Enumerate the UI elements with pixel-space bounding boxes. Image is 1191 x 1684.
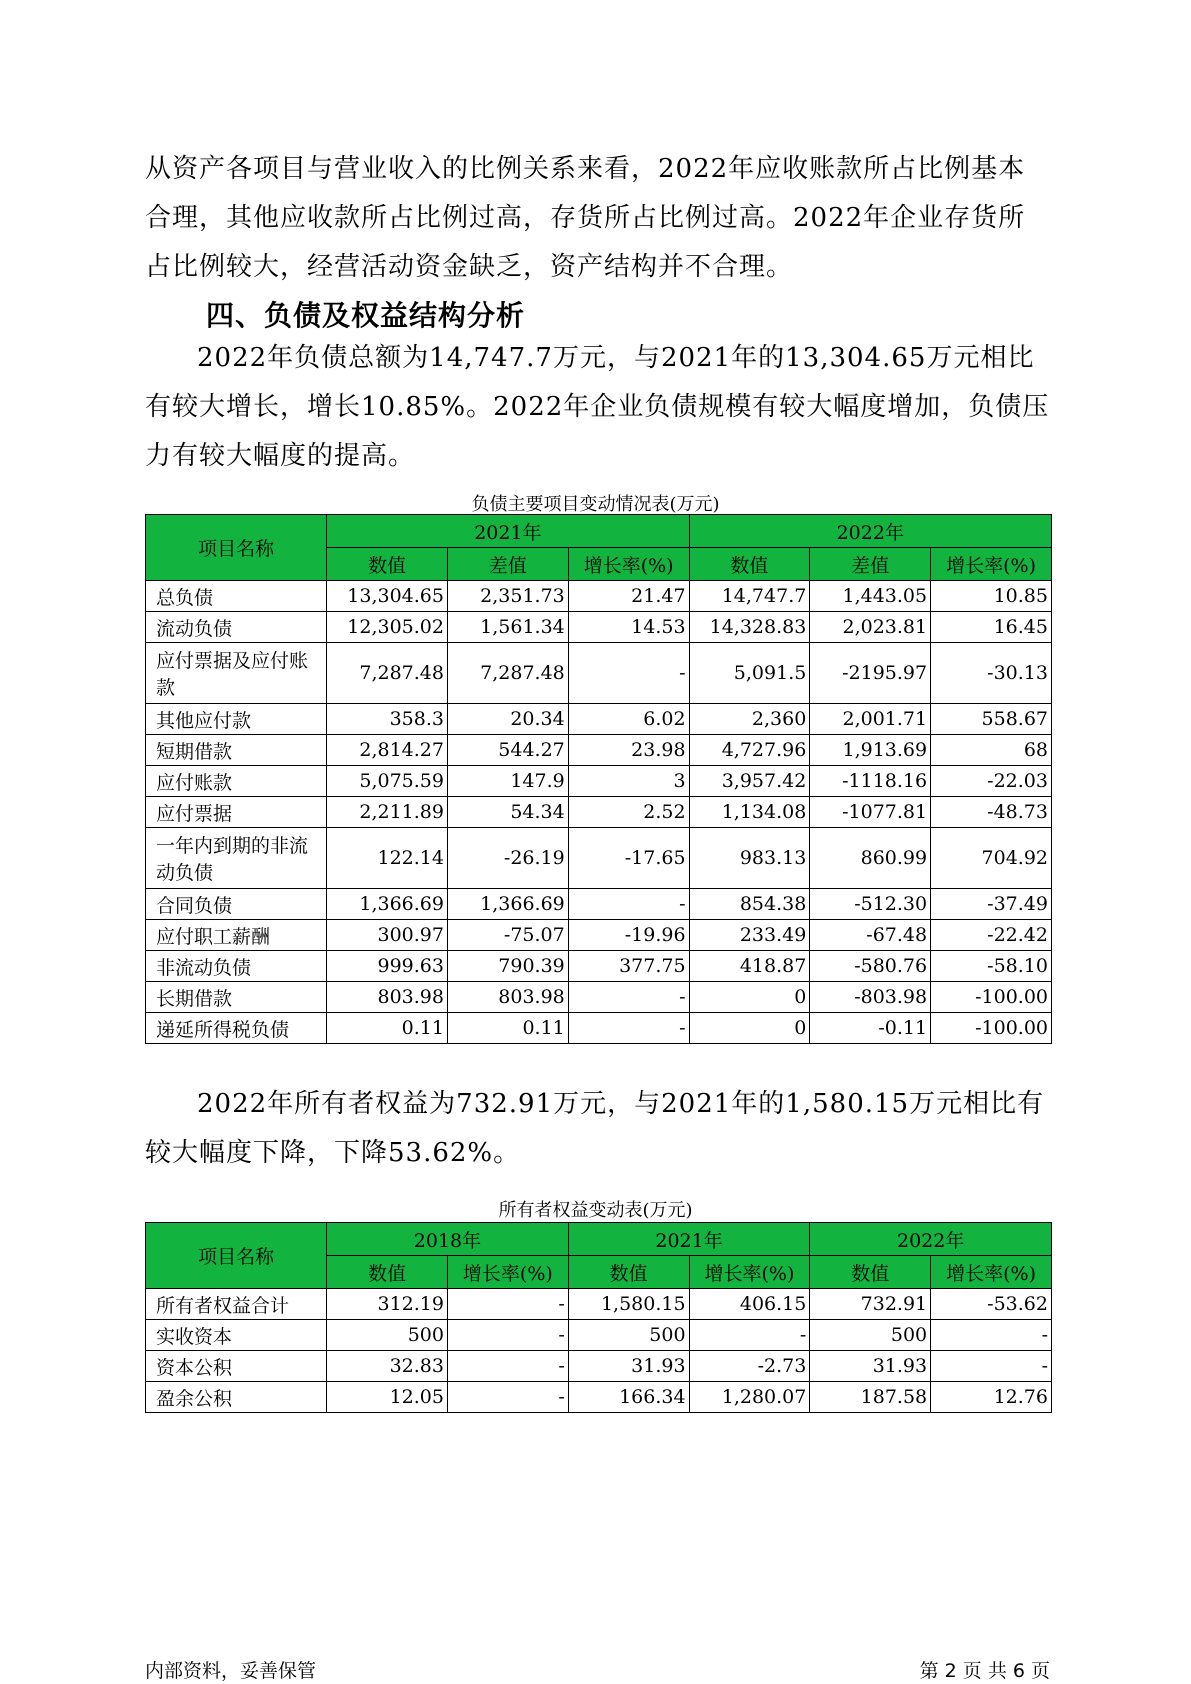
table-row	[146, 920, 1052, 951]
table-cell: 1,580.15	[568, 1289, 689, 1320]
table-row	[146, 889, 1052, 920]
table2-name-header: 项目名称	[146, 1223, 327, 1289]
table-cell: -	[568, 643, 689, 704]
table-cell: 0.11	[327, 1013, 448, 1044]
table1-subheader: 增长率(%)	[931, 548, 1052, 581]
table-row	[146, 828, 1052, 889]
liabilities-table	[145, 514, 1052, 1044]
table-cell: -22.42	[931, 920, 1052, 951]
table1-caption: 负债主要项目变动情况表(万元)	[471, 494, 720, 515]
table-cell: 5,091.5	[689, 643, 810, 704]
table2-caption: 所有者权益变动表(万元)	[498, 1200, 693, 1221]
table2-subheader: 数值	[327, 1256, 448, 1289]
table-cell: -17.65	[568, 828, 689, 889]
table-cell: 10.85	[931, 581, 1052, 612]
table-cell: 12.76	[931, 1382, 1052, 1413]
table1-year-2021-header: 2021年	[327, 515, 689, 548]
table-cell: -48.73	[931, 797, 1052, 828]
table-row	[146, 1013, 1052, 1044]
table-row	[146, 1382, 1052, 1413]
table1-subheader: 差值	[810, 548, 931, 581]
table-cell: -75.07	[447, 920, 568, 951]
table-cell: 14,328.83	[689, 612, 810, 643]
table-cell: 2,814.27	[327, 735, 448, 766]
table-cell: 1,366.69	[327, 889, 448, 920]
table-cell: 1,280.07	[689, 1382, 810, 1413]
row-label: 其他应付款	[146, 704, 327, 735]
table-cell: 500	[568, 1320, 689, 1351]
table-cell: 2,360	[689, 704, 810, 735]
table-cell: 4,727.96	[689, 735, 810, 766]
table-cell: 3	[568, 766, 689, 797]
table-row	[146, 643, 1052, 704]
row-label: 所有者权益合计	[146, 1289, 327, 1320]
table-cell: 12.05	[327, 1382, 448, 1413]
table-cell: 0.11	[447, 1013, 568, 1044]
table-cell: 7,287.48	[447, 643, 568, 704]
table-cell: 406.15	[689, 1289, 810, 1320]
table-cell: -	[447, 1382, 568, 1413]
table2-subheader: 增长率(%)	[689, 1256, 810, 1289]
table-cell: 418.87	[689, 951, 810, 982]
table1-subheader: 增长率(%)	[568, 548, 689, 581]
table1-subheader: 数值	[689, 548, 810, 581]
table-row	[146, 735, 1052, 766]
table-cell: 312.19	[327, 1289, 448, 1320]
table-cell: -	[931, 1320, 1052, 1351]
table-cell: 7,287.48	[327, 643, 448, 704]
table-cell: 790.39	[447, 951, 568, 982]
table-cell: -100.00	[931, 982, 1052, 1013]
table-cell: 2,023.81	[810, 612, 931, 643]
table-cell: 803.98	[447, 982, 568, 1013]
table-cell: -	[689, 1320, 810, 1351]
table-cell: -	[447, 1351, 568, 1382]
table-cell: -580.76	[810, 951, 931, 982]
table-row	[146, 951, 1052, 982]
table-row	[146, 1320, 1052, 1351]
table-cell: -1077.81	[810, 797, 931, 828]
table-cell: 732.91	[810, 1289, 931, 1320]
table-cell: 20.34	[447, 704, 568, 735]
table-cell: 147.9	[447, 766, 568, 797]
row-label: 合同负债	[146, 889, 327, 920]
table-cell: 544.27	[447, 735, 568, 766]
table-cell: 166.34	[568, 1382, 689, 1413]
table2-subheader: 数值	[568, 1256, 689, 1289]
table-cell: 803.98	[327, 982, 448, 1013]
table-cell: 500	[810, 1320, 931, 1351]
table-cell: 0	[689, 1013, 810, 1044]
equity-table	[145, 1222, 1052, 1413]
section-heading: 四、负债及权益结构分析	[206, 299, 526, 332]
table-row	[146, 704, 1052, 735]
table-row	[146, 1351, 1052, 1382]
table-cell: -100.00	[931, 1013, 1052, 1044]
table-cell: -	[568, 1013, 689, 1044]
row-label: 应付票据	[146, 797, 327, 828]
table-cell: 558.67	[931, 704, 1052, 735]
table2-year-2018-header: 2018年	[327, 1223, 569, 1256]
table-cell: 377.75	[568, 951, 689, 982]
table-cell: 1,561.34	[447, 612, 568, 643]
table-row	[146, 612, 1052, 643]
row-label: 应付职工薪酬	[146, 920, 327, 951]
table-cell: 54.34	[447, 797, 568, 828]
table-cell: 2.52	[568, 797, 689, 828]
table-cell: 23.98	[568, 735, 689, 766]
table-cell: -2.73	[689, 1351, 810, 1382]
table-cell: 32.83	[327, 1351, 448, 1382]
table-cell: 16.45	[931, 612, 1052, 643]
table-cell: -37.49	[931, 889, 1052, 920]
table-cell: -22.03	[931, 766, 1052, 797]
table2-subheader: 数值	[810, 1256, 931, 1289]
table-cell: 2,211.89	[327, 797, 448, 828]
table-cell: 187.58	[810, 1382, 931, 1413]
table-cell: -30.13	[931, 643, 1052, 704]
table1-subheader: 差值	[447, 548, 568, 581]
table-row	[146, 766, 1052, 797]
table-cell: -803.98	[810, 982, 931, 1013]
table-cell: -19.96	[568, 920, 689, 951]
table-cell: 500	[327, 1320, 448, 1351]
table-cell: 860.99	[810, 828, 931, 889]
row-label: 短期借款	[146, 735, 327, 766]
table-cell: -67.48	[810, 920, 931, 951]
row-label: 总负债	[146, 581, 327, 612]
table2-year-2022-header: 2022年	[810, 1223, 1052, 1256]
table-cell: 2,351.73	[447, 581, 568, 612]
row-label: 资本公积	[146, 1351, 327, 1382]
table-cell: 14,747.7	[689, 581, 810, 612]
table-cell: 68	[931, 735, 1052, 766]
table-cell: 6.02	[568, 704, 689, 735]
table-cell: 31.93	[568, 1351, 689, 1382]
row-label: 盈余公积	[146, 1382, 327, 1413]
table-cell: 13,304.65	[327, 581, 448, 612]
table-cell: 300.97	[327, 920, 448, 951]
table-cell: -512.30	[810, 889, 931, 920]
table-cell: -2195.97	[810, 643, 931, 704]
row-label: 应付票据及应付账款	[146, 643, 327, 704]
table-cell: 983.13	[689, 828, 810, 889]
table-cell: -58.10	[931, 951, 1052, 982]
table-cell: -1118.16	[810, 766, 931, 797]
table-row	[146, 982, 1052, 1013]
table1-year-2022-header: 2022年	[689, 515, 1051, 548]
row-label: 实收资本	[146, 1320, 327, 1351]
paragraph-liabilities: 2022年负债总额为14,747.7万元，与2021年的13,304.65万元相比有较大增长，增长10.85%。2022年企业负债规模有较大幅度增加，负债压力有较大幅度的提高。	[145, 343, 1050, 471]
table-cell: 12,305.02	[327, 612, 448, 643]
table-row	[146, 797, 1052, 828]
row-label: 一年内到期的非流动负债	[146, 828, 327, 889]
row-label: 应付账款	[146, 766, 327, 797]
table-cell: -	[447, 1320, 568, 1351]
table-cell: 1,366.69	[447, 889, 568, 920]
footer-confidential: 内部资料，妥善保管	[145, 1660, 317, 1682]
equity-table-body	[146, 1289, 1052, 1413]
table1-subheader: 数值	[327, 548, 448, 581]
table-cell: 5,075.59	[327, 766, 448, 797]
row-label: 长期借款	[146, 982, 327, 1013]
table-cell: 3,957.42	[689, 766, 810, 797]
table2-subheader: 增长率(%)	[931, 1256, 1052, 1289]
table-row	[146, 581, 1052, 612]
table-cell: 704.92	[931, 828, 1052, 889]
table-cell: -	[568, 982, 689, 1013]
table-cell: -53.62	[931, 1289, 1052, 1320]
table-cell: 122.14	[327, 828, 448, 889]
table-cell: 233.49	[689, 920, 810, 951]
table-cell: -	[568, 889, 689, 920]
table-cell: -	[447, 1289, 568, 1320]
table-cell: 854.38	[689, 889, 810, 920]
table-cell: 1,134.08	[689, 797, 810, 828]
table2-subheader: 增长率(%)	[447, 1256, 568, 1289]
table-cell: -	[931, 1351, 1052, 1382]
table-cell: 358.3	[327, 704, 448, 735]
table-cell: 999.63	[327, 951, 448, 982]
row-label: 流动负债	[146, 612, 327, 643]
liabilities-table-body	[146, 581, 1052, 1044]
table-cell: -26.19	[447, 828, 568, 889]
table-row	[146, 1289, 1052, 1320]
table-cell: -0.11	[810, 1013, 931, 1044]
table-cell: 0	[689, 982, 810, 1013]
table2-year-2021-header: 2021年	[568, 1223, 810, 1256]
paragraph-asset-structure: 从资产各项目与营业收入的比例关系来看，2022年应收账款所占比例基本合理，其他应收款所占比例过高，存货所占比例过高。2022年企业存货所占比例较大，经营活动资金缺乏，资产结构并不合理。	[145, 154, 1026, 282]
table-cell: 1,443.05	[810, 581, 931, 612]
row-label: 非流动负债	[146, 951, 327, 982]
row-label: 递延所得税负债	[146, 1013, 327, 1044]
paragraph-equity: 2022年所有者权益为732.91万元，与2021年的1,580.15万元相比有较大幅度下降，下降53.62%。	[145, 1089, 1045, 1168]
table-cell: 1,913.69	[810, 735, 931, 766]
table-cell: 14.53	[568, 612, 689, 643]
table-cell: 31.93	[810, 1351, 931, 1382]
footer-page-number: 第 2 页 共 6 页	[919, 1660, 1050, 1682]
table-cell: 21.47	[568, 581, 689, 612]
table1-name-header: 项目名称	[146, 515, 327, 581]
table-cell: 2,001.71	[810, 704, 931, 735]
